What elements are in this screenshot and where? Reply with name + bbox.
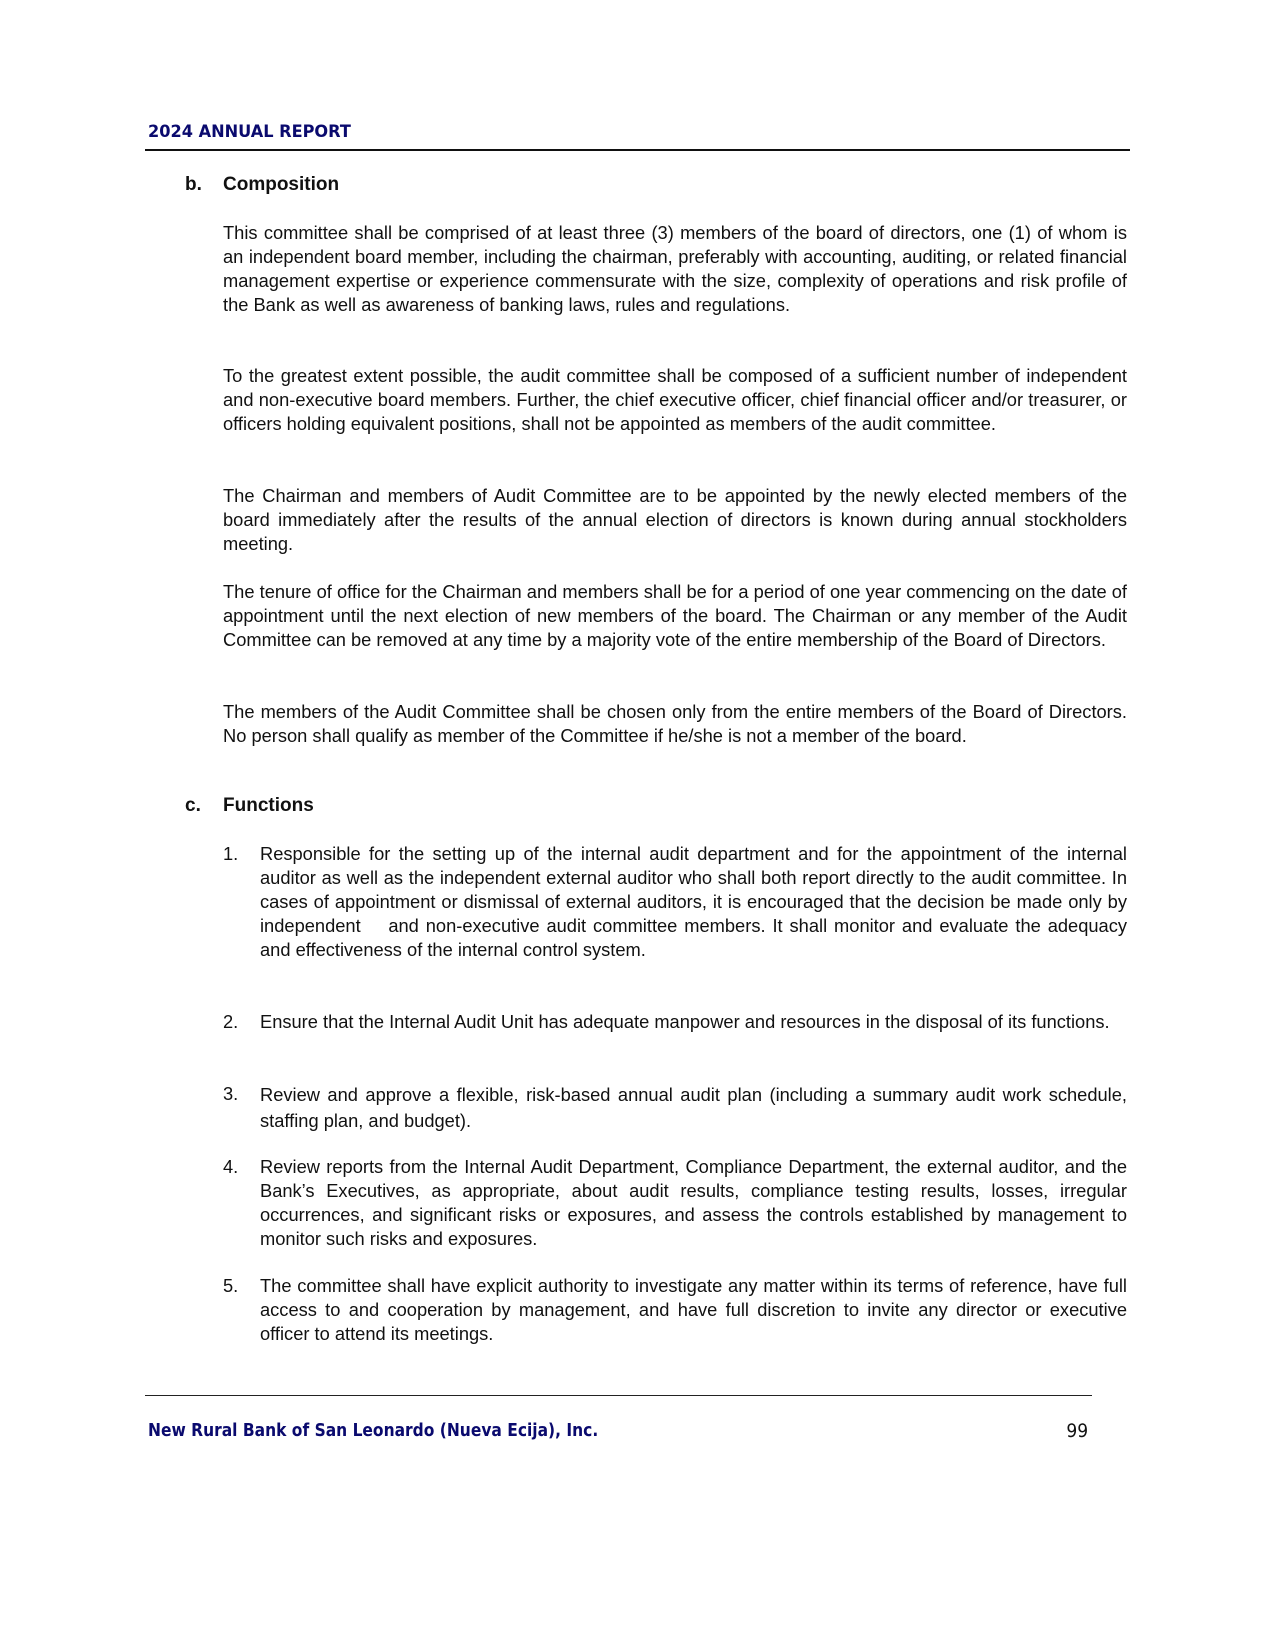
list-number: 5.: [223, 1275, 239, 1296]
list-text: The committee shall have explicit authority to investigate any matter within its terms of reference, have full access to and cooperation by management, and have full discretion to invite any director or executive officer to attend its meetings.: [260, 1275, 1127, 1344]
footer-divider: [145, 1395, 1092, 1396]
section-title: Composition: [223, 174, 340, 195]
list-number: 4.: [223, 1156, 239, 1177]
list-text: Review and approve a flexible, risk-based annual audit plan (including a summary audit work schedule, staffing plan, and budget).: [260, 1084, 1127, 1131]
section-heading-functions: [185, 794, 314, 818]
composition-paragraph-1: This committee shall be comprised of at least three (3) members of the board of directors, one (1) of whom is an independent board member, including the chairman, preferably with accounting, auditing, or related financial management expertise or experience commensurate with the size, complexity of operations and risk profile of the Bank as well as awareness of banking laws, rules and regulations.: [223, 222, 1127, 315]
section-title: Functions: [223, 795, 314, 816]
header-divider: [145, 149, 1130, 151]
composition-paragraph-2: To the greatest extent possible, the audit committee shall be composed of a sufficient number of independent and non-executive board members. Further, the chief executive officer, chief financial officer and/or treasurer, or officers holding equivalent positions, shall not be appointed as members of the audit committee.: [223, 365, 1127, 434]
footer-company-name: New Rural Bank of San Leonardo (Nueva Ecija), Inc.: [148, 1420, 599, 1441]
running-header-title: 2024 ANNUAL REPORT: [148, 122, 351, 142]
list-text: Responsible for the setting up of the internal audit department and for the appointment of the internal auditor as well as the independent external auditor who shall both report directly to the audit committee. In cases of appointment or dismissal of external auditors, it is encouraged that the decision be made only by independent and non-executive audit committee members. It shall monitor and evaluate the adequacy and effectiveness of the internal control system.: [260, 843, 1127, 960]
list-text: Review reports from the Internal Audit Department, Compliance Department, the external auditor, and the Bank’s Executives, as appropriate, about audit results, compliance testing results, losses, irregular occurrences, and significant risks or exposures, and assess the controls established by management to monitor such risks and exposures.: [260, 1156, 1127, 1249]
list-text: Ensure that the Internal Audit Unit has adequate manpower and resources in the disposal of its functions.: [260, 1011, 1110, 1032]
list-number: 1.: [223, 843, 239, 864]
section-letter: c.: [185, 795, 201, 816]
list-number: 3.: [223, 1083, 239, 1104]
section-heading-composition: [185, 173, 339, 197]
page-number: 99: [1066, 1420, 1088, 1442]
composition-paragraph-4: The tenure of office for the Chairman and members shall be for a period of one year commencing on the date of appointment until the next election of new members of the board. The Chairman or any member of the Audit Committee can be removed at any time by a majority vote of the entire membership of the Board of Directors.: [223, 581, 1127, 650]
composition-paragraph-3: The Chairman and members of Audit Committee are to be appointed by the newly elected members of the board immediately after the results of the annual election of directors is known during annual stockholders meeting.: [223, 485, 1127, 554]
list-number: 2.: [223, 1011, 239, 1032]
section-letter: b.: [185, 174, 202, 195]
composition-paragraph-5: The members of the Audit Committee shall be chosen only from the entire members of the Board of Directors. No person shall qualify as member of the Committee if he/she is not a member of the board.: [223, 701, 1127, 746]
